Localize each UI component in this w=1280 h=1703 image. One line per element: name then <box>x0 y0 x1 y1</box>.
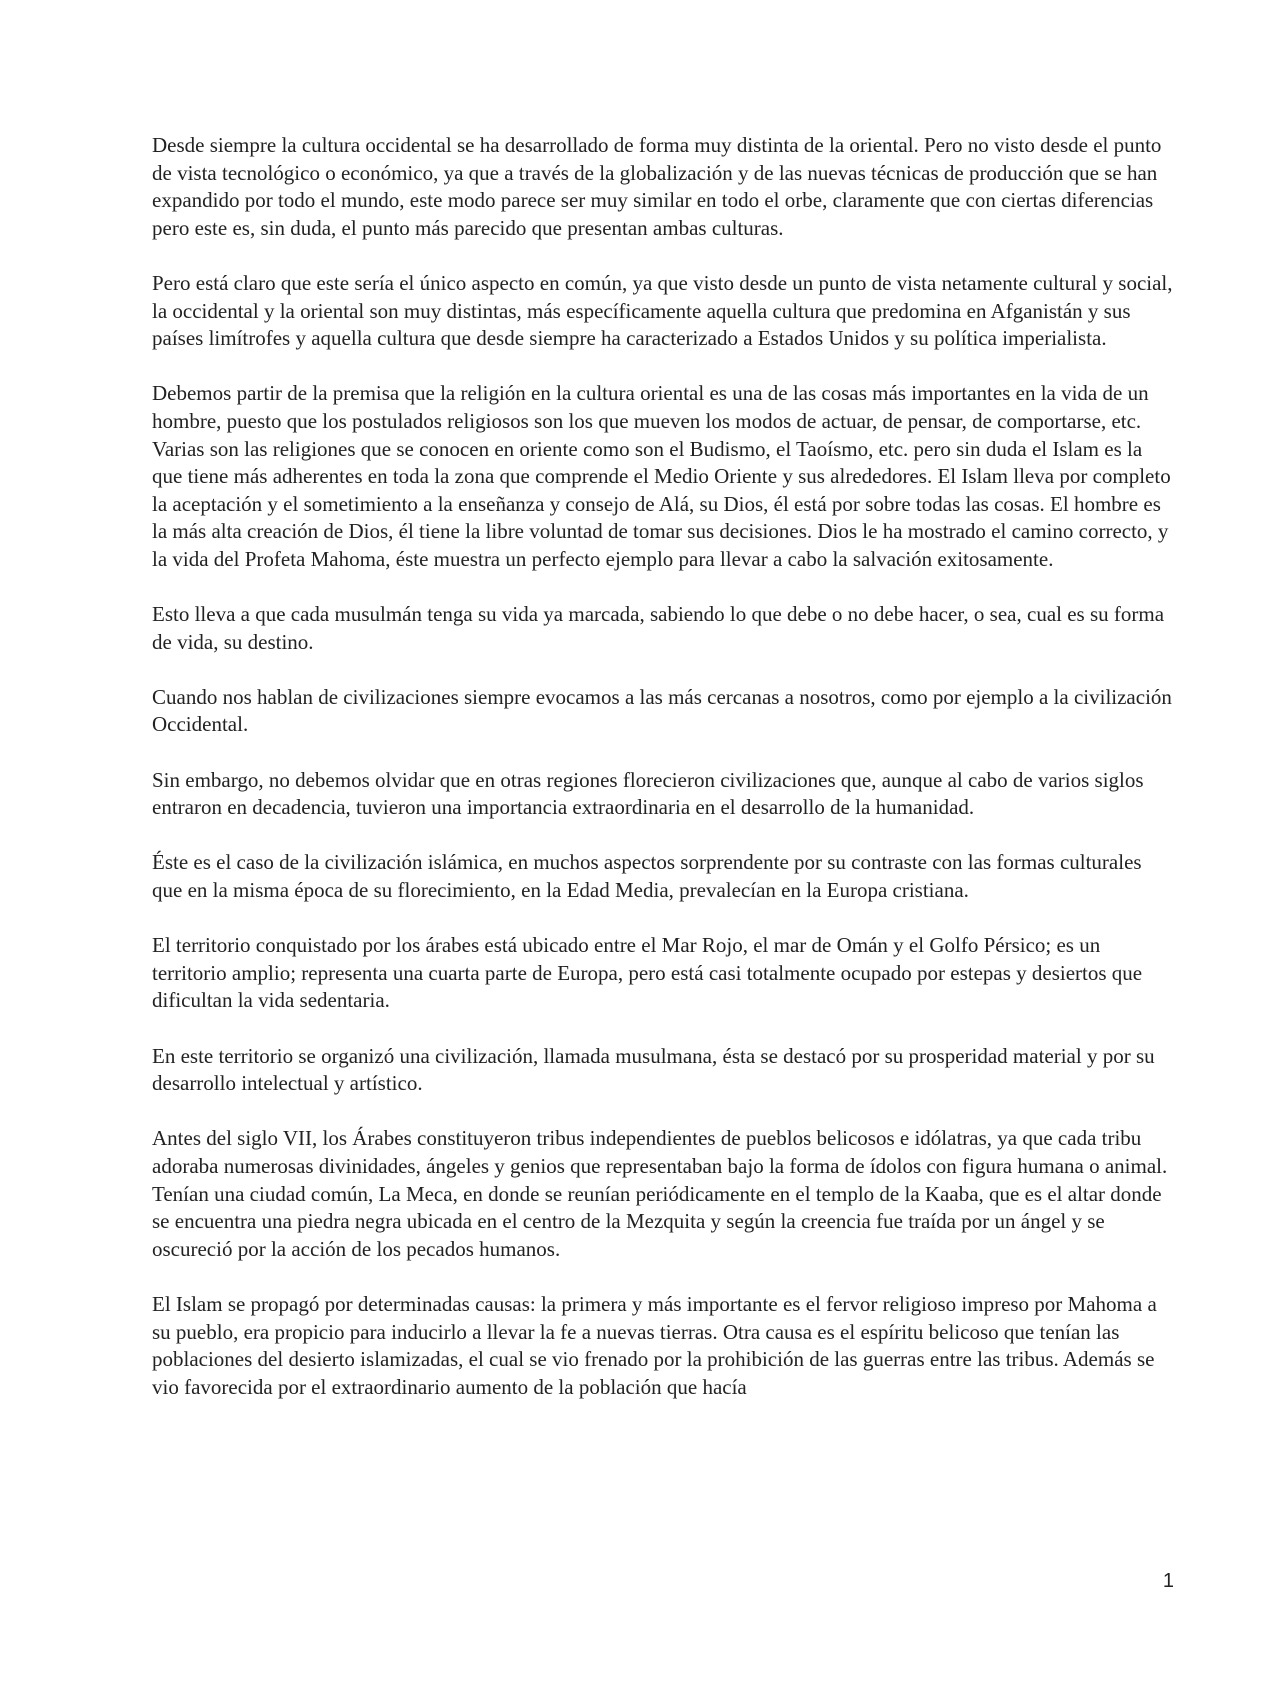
paragraph-9: En este territorio se organizó una civilización, llamada musulmana, ésta se destacó por su prosperidad material y por su desarrollo intelectual y artístico. <box>152 1043 1155 1096</box>
paragraph-8: El territorio conquistado por los árabes está ubicado entre el Mar Rojo, el mar de Omán y el Golfo Pérsico; es un territorio amplio; representa una cuarta parte de Europa, pero está casi totalmente ocupado por estepas y desiertos que dificultan la vida sedentaria. <box>152 933 1143 1013</box>
paragraph-5: Cuando nos hablan de civilizaciones siempre evocamos a las más cercanas a nosotros, como por ejemplo a la civilización Occidental. <box>152 684 1172 737</box>
paragraph-2: Pero está claro que este sería el único aspecto en común, ya que visto desde un punto de vista netamente cultural y social, la occidental y la oriental son muy distintas, más específicamente aquella cultura que predomina en Afganistán y sus países limítrofes y aquella cultura que desde siempre ha caracterizado a Estados Unidos y su política imperialista. <box>152 270 1173 351</box>
paragraph-3: Debemos partir de la premisa que la religión en la cultura oriental es una de las cosas más importantes en la vida de un hombre, puesto que los postulados religiosos son los que mueven los modos de actuar, de pensar, de comportarse, etc. Varias son las religiones que se conocen en oriente como son el Budismo, el Taoísmo, etc. pero sin duda el Islam es la que tiene más adherentes en toda la zona que comprende el Medio Oriente y sus alrededores. El Islam lleva por completo la aceptación y el sometimiento a la enseñanza y consejo de Alá, su Dios, él está por sobre todas las cosas. El hombre es la más alta creación de Dios, él tiene la libre voluntad de tomar sus decisiones. Dios le ha mostrado el camino correcto, y la vida del Profeta Mahoma, éste muestra un perfecto ejemplo para llevar a cabo la salvación exitosamente. <box>152 381 1171 571</box>
paragraph-4: Esto lleva a que cada musulmán tenga su vida ya marcada, sabiendo lo que debe o no debe hacer, o sea, cual es su forma de vida, su destino. <box>152 602 1165 654</box>
paragraph-6: Sin embargo, no debemos olvidar que en otras regiones florecieron civilizaciones que, aunque al cabo de varios siglos entraron en decadencia, tuvieron una importancia extraordinaria en el desarrollo de la humanidad. <box>152 767 1144 820</box>
paragraph-10: Antes del siglo VII, los Árabes constituyeron tribus independientes de pueblos belicosos e idólatras, ya que cada tribu adoraba numerosas divinidades, ángeles y genios que representaban bajo la forma de ídolos con figura humana o animal. Tenían una ciudad común, La Meca, en donde se reunían periódicamente en el templo de la Kaaba, que es el altar donde se encuentra una piedra negra ubicada en el centro de la Mezquita y según la creencia fue traída por un ángel y se oscureció por la acción de los pecados humanos. <box>152 1126 1168 1261</box>
paragraph-11: El Islam se propagó por determinadas causas: la primera y más importante es el fervor religioso impreso por Mahoma a su pueblo, era propicio para inducirlo a llevar la fe a nuevas tierras. Otra causa es el espíritu belicoso que tenían las poblaciones del desierto islamizadas, el cual se vio frenado por la prohibición de las guerras entre las tribus. Además se vio favorecida por el extraordinario aumento de la población que hacía <box>152 1291 1157 1399</box>
page-number: 1 <box>1162 1570 1174 1592</box>
paragraph-1: Desde siempre la cultura occidental se ha desarrollado de forma muy distinta de la oriental. Pero no visto desde el punto de vista tecnológico o económico, ya que a través de la globalización y de las nuevas técnicas de producción que se han expandido por todo el mundo, este modo parece ser muy similar en todo el orbe, claramente que con ciertas diferencias pero este es, sin duda, el punto más parecido que presentan ambas culturas. <box>152 133 1162 240</box>
paragraph-7: Éste es el caso de la civilización islámica, en muchos aspectos sorprendente por su contraste con las formas culturales que en la misma época de su florecimiento, en la Edad Media, prevalecían en la Europa cristiana. <box>152 850 1142 903</box>
document-body <box>152 132 1176 1429</box>
